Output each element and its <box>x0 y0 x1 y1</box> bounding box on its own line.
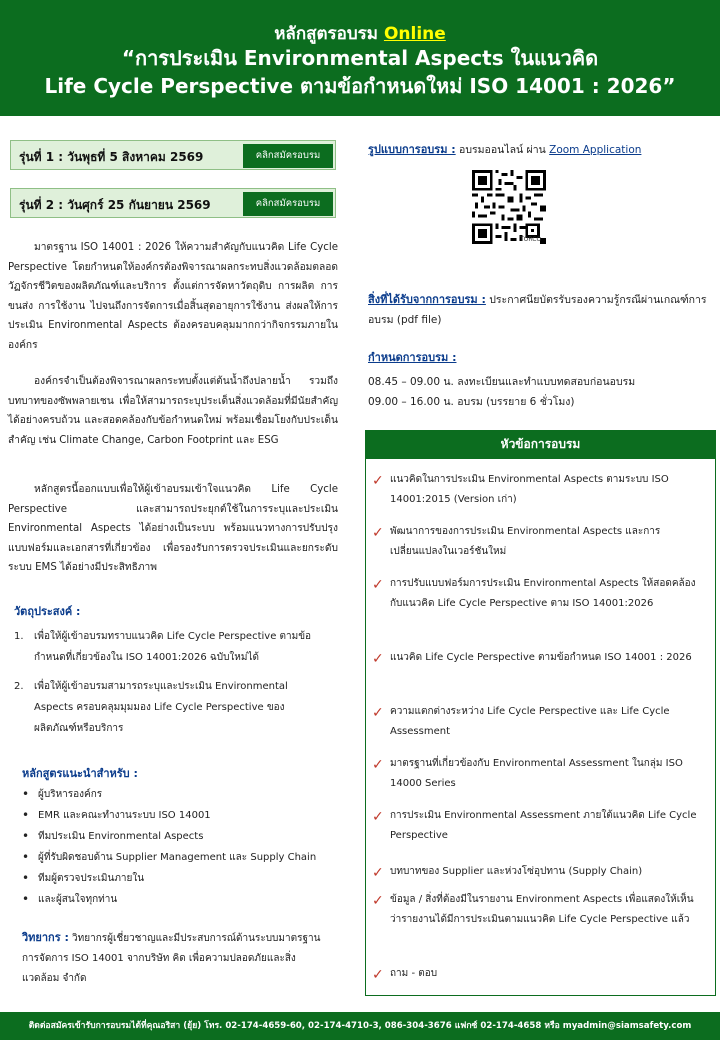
intro-paragraph-3: หลักสูตรนี้ออกแบบเพื่อให้ผู้เข้าอบรมเข้าใจแนวคิด Life Cycle Perspective และสามารถประยุกต์ใช้ในการระบุและประเมิน Environmental Aspects ได้อย่างเป็นระบบ พร้อมแนวทางการปรับปรุงแบบฟอร์มและเอกสารที่เกี่ยวข้อง เพื่อรองรับการตรวจประเมินและยกระดับระบบ EMS ได้อย่างมีประสิทธิภาพ <box>8 484 338 573</box>
audience-item: • ผู้ที่รับผิดชอบด้าน Supplier Management และ Supply Chain <box>22 847 342 868</box>
topic-item <box>372 862 702 882</box>
topic-item <box>372 522 702 562</box>
speaker-label: วิทยากร : <box>22 931 69 944</box>
objective-text: เพื่อให้ผู้เข้าอบรมทราบแนวคิด Life Cycle Perspective ตามข้อกำหนดที่เกี่ยวข้องใน ISO 14001:2026 ฉบับใหม่ได้ <box>34 631 312 663</box>
check-icon: ✓ <box>372 705 384 721</box>
topic-item <box>372 964 702 984</box>
check-icon: ✓ <box>372 893 384 909</box>
check-icon: ✓ <box>372 473 384 489</box>
topic-text: ถาม - ตอบ <box>390 968 438 979</box>
audience-list <box>22 784 342 910</box>
course-title-line-1: “การประเมิน Environmental Aspects ในแนวคิด <box>121 46 599 70</box>
round-1-label: รุ่นที่ 1 : วันพุธที่ 5 สิงหาคม 2569 <box>19 150 204 164</box>
online-label: Online <box>383 24 446 44</box>
benefit-text: ประกาศนียบัตรรับรองความรู้กรณีผ่านเกณฑ์การอบรม (pdf file) <box>368 294 707 326</box>
format-label: รูปแบบการอบรม : <box>368 143 456 156</box>
audience-item: • ทีมผู้ตรวจประเมินภายใน <box>22 868 342 889</box>
speaker-text: วิทยากรผู้เชี่ยวชาญและมีประสบการณ์ด้านระบบมาตรฐานการจัดการ ISO 14001 จากบริษัท คิด เพื่อความปลอดภัยและสิ่งแวดล้อม จำกัด <box>22 933 321 984</box>
topic-item <box>372 574 702 614</box>
objective-number: 2. <box>14 681 24 692</box>
header-prefix: หลักสูตรอบรม <box>274 24 384 44</box>
intro-paragraph-1: มาตรฐาน ISO 14001 : 2026 ให้ความสำคัญกับแนวคิด Life Cycle Perspective โดยกำหนดให้องค์กรต้องพิจารณาผลกระทบสิ่งแวดล้อมตลอดวัฏจักรชีวิตของผลิตภัณฑ์และบริการ ตั้งแต่การจัดหาวัตถุดิบ การผลิต การขนส่ง การใช้งาน ไปจนถึงการจัดการเมื่อสิ้นสุดอายุการใช้งาน ส่งผลให้การประเมิน Environmental Aspects ต้องครอบคลุมมากกว่ากิจกรรมภายในองค์กร <box>8 242 338 351</box>
topic-text: แนวคิดในการประเมิน Environmental Aspects ตามระบบ ISO 14001:2015 (Version เก่า) <box>390 474 669 505</box>
check-icon: ✓ <box>372 577 384 593</box>
audience-title: หลักสูตรแนะนำสำหรับ : <box>22 767 138 780</box>
benefit-label: สิ่งที่ได้รับจากการอบรม : <box>368 293 486 306</box>
audience-item: • EMR และคณะทำงานระบบ ISO 14001 <box>22 805 342 826</box>
qr-code-image <box>472 170 546 244</box>
zoom-link[interactable]: Zoom Application <box>549 144 642 156</box>
register-button-round-2[interactable]: คลิกสมัครอบรม <box>243 192 333 216</box>
topic-item <box>372 890 702 930</box>
schedule-row: 09.00 – 16.00 น. อบรม (บรรยาย 6 ชั่วโมง) <box>368 396 575 408</box>
topic-item <box>372 702 702 742</box>
check-icon: ✓ <box>372 967 384 983</box>
check-icon: ✓ <box>372 865 384 881</box>
audience-item: • และผู้สนใจทุกท่าน <box>22 889 342 910</box>
audience-item: • ทีมประเมิน Environmental Aspects <box>22 826 342 847</box>
topic-item <box>372 648 702 668</box>
objective-number: 1. <box>14 631 24 642</box>
topic-text: ความแตกต่างระหว่าง Life Cycle Perspective และ Life Cycle Assessment <box>390 706 670 737</box>
objectives-title: วัตถุประสงค์ : <box>14 605 81 618</box>
check-icon: ✓ <box>372 525 384 541</box>
check-icon: ✓ <box>372 757 384 773</box>
register-button-round-1[interactable]: คลิกสมัครอบรม <box>243 144 333 168</box>
qr-caption: TORCO <box>520 236 542 243</box>
format-text: อบรมออนไลน์ ผ่าน <box>455 144 550 156</box>
audience-item: • ผู้บริหารองค์กร <box>22 784 342 805</box>
check-icon: ✓ <box>372 651 384 667</box>
topic-item <box>372 806 702 846</box>
topics-header: หัวข้อการอบรม <box>365 430 716 458</box>
topic-text: การปรับแบบฟอร์มการประเมิน Environmental Aspects ให้สอดคล้องกับแนวคิด Life Cycle Perspective ตาม ISO 14001:2026 <box>390 578 696 609</box>
round-1-box <box>10 140 336 170</box>
round-2-box <box>10 188 336 218</box>
contact-footer: ติดต่อสมัครเข้ารับการอบรมได้ที่คุณอริสา (ยุ้ย) โทร. 02-174-4659-60, 02-174-4710-3, 086-304-3676 แฟกซ์ 02-174-4658 หรือ myadmin@siamsafety.com <box>0 1012 720 1040</box>
course-title-line-2: Life Cycle Perspective ตามข้อกำหนดใหม่ ISO 14001 : 2026” <box>44 74 676 98</box>
objective-item <box>14 626 324 668</box>
objective-item <box>14 676 324 739</box>
topic-text: ข้อมูล / สิ่งที่ต้องมีในรายงาน Environment Aspects เพื่อแสดงให้เห็นว่ารายงานได้มีการประเมินตามแนวคิด Life Cycle Perspective แล้ว <box>390 894 694 925</box>
schedule-row: 08.45 – 09.00 น. ลงทะเบียนและทำแบบทดสอบก่อนอบรม <box>368 376 636 388</box>
topic-text: พัฒนาการของการประเมิน Environmental Aspects และการเปลี่ยนแปลงในเวอร์ชันใหม่ <box>390 526 661 557</box>
benefit-block <box>368 290 708 330</box>
topic-text: บทบาทของ Supplier และห่วงโซ่อุปทาน (Supply Chain) <box>390 866 643 877</box>
speaker-block <box>22 928 322 989</box>
topic-item <box>372 754 702 794</box>
round-2-label: รุ่นที่ 2 : วันศุกร์ 25 กันยายน 2569 <box>19 198 211 212</box>
check-icon: ✓ <box>372 809 384 825</box>
topic-text: แนวคิด Life Cycle Perspective ตามข้อกำหนด ISO 14001 : 2026 <box>390 652 692 663</box>
format-block <box>368 140 708 160</box>
topic-text: มาตรฐานที่เกี่ยวข้องกับ Environmental Assessment ในกลุ่ม ISO 14000 Series <box>390 758 683 789</box>
header-banner <box>0 0 720 116</box>
objective-text: เพื่อให้ผู้เข้าอบรมสามารถระบุและประเมิน Environmental Aspects ครอบคลุมมุมมอง Life Cycle Perspective ของผลิตภัณฑ์หรือบริการ <box>34 681 288 734</box>
schedule-title: กำหนดการอบรม : <box>368 351 457 364</box>
topic-item <box>372 470 702 510</box>
intro-paragraph-2: องค์กรจำเป็นต้องพิจารณาผลกระทบตั้งแต่ต้นน้ำถึงปลายน้ำ รวมถึงบทบาทของซัพพลายเชน เพื่อให้สามารถระบุประเด็นสิ่งแวดล้อมที่มีนัยสำคัญได้อย่างครบถ้วน และสอดคล้องกับข้อกำหนดใหม่ พร้อมเชื่อมโยงกับประเด็นสำคัญ เช่น Climate Change, Carbon Footprint และ ESG <box>8 376 338 446</box>
topic-text: การประเมิน Environmental Assessment ภายใต้แนวคิด Life Cycle Perspective <box>390 810 697 841</box>
